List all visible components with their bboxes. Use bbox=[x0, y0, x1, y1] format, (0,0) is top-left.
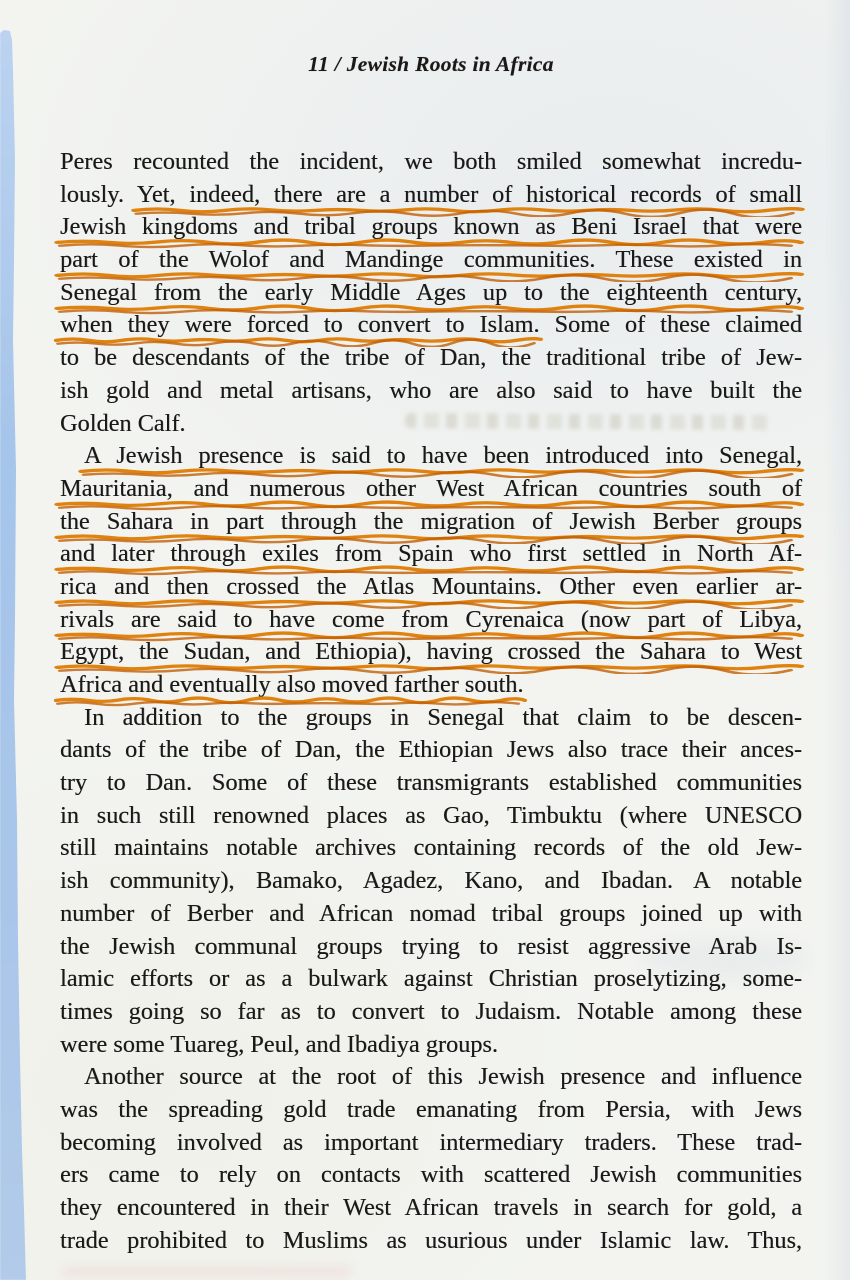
book-binding-edge bbox=[0, 0, 30, 1280]
text-line bbox=[60, 1127, 802, 1160]
plain-text: number of Berber and African nomad tribal groups joined up with bbox=[60, 899, 802, 927]
text-line bbox=[60, 1192, 802, 1225]
text-line bbox=[60, 342, 802, 375]
plain-text: Golden Calf. bbox=[60, 409, 186, 437]
text-line bbox=[60, 211, 802, 244]
text-line bbox=[60, 1094, 802, 1127]
plain-text: Peres recounted the incident, we both smiled somewhat incredu- bbox=[60, 148, 802, 175]
text-line bbox=[60, 309, 802, 342]
page-edge-shading bbox=[824, 0, 850, 1280]
plain-text: times going so far as to convert to Judaism. Notable among these bbox=[60, 997, 802, 1025]
text-line bbox=[60, 408, 802, 441]
plain-text: were some Tuareg, Peul, and Ibadiya groups. bbox=[60, 1030, 498, 1058]
text-line bbox=[60, 898, 802, 931]
plain-text: Another source at the root of this Jewish presence and influence bbox=[84, 1063, 802, 1091]
plain-text: was the spreading gold trade emanating from Persia, with Jews bbox=[60, 1095, 802, 1123]
text-line bbox=[60, 473, 802, 506]
plain-text: ers came to rely on contacts with scattered Jewish communities bbox=[60, 1161, 802, 1189]
text-line bbox=[60, 865, 802, 898]
marker-underlined-text: rivals are said to have come from Cyrenaica (now part of Libya, bbox=[60, 606, 802, 633]
text-line bbox=[60, 734, 802, 767]
text-line bbox=[60, 244, 802, 277]
plain-text: trade prohibited to Muslims as usurious under Islamic law. Thus, bbox=[60, 1226, 802, 1254]
running-header: 11 / Jewish Roots in Africa bbox=[308, 52, 554, 76]
plain-text: becoming involved as important intermediary traders. These trad- bbox=[60, 1128, 802, 1156]
marker-underlined-text: Yet, indeed, there are a number of historical records of small bbox=[137, 181, 802, 208]
marker-underlined-text: Africa and eventually also moved farther south. bbox=[60, 671, 524, 698]
plain-text: try to Dan. Some of these transmigrants established communities bbox=[60, 769, 802, 797]
text-line bbox=[60, 636, 802, 669]
text-line bbox=[60, 963, 802, 996]
marker-underlined-text: Mauritania, and numerous other West African countries south of bbox=[60, 475, 802, 502]
plain-text: lously. bbox=[60, 180, 137, 208]
text-line bbox=[60, 767, 802, 800]
text-line bbox=[60, 571, 802, 604]
text-line bbox=[60, 277, 802, 310]
plain-text: In addition to the groups in Senegal that claim to be descen- bbox=[84, 703, 802, 731]
marker-underlined-text: and later through exiles from Spain who first settled in North Af- bbox=[60, 540, 802, 567]
plain-text: Some of these claimed bbox=[539, 311, 802, 339]
text-line bbox=[60, 1061, 802, 1094]
plain-text: they encountered in their West African travels in search for gold, a bbox=[60, 1194, 802, 1221]
text-line bbox=[60, 1225, 802, 1258]
text-line bbox=[60, 538, 802, 571]
text-line bbox=[60, 146, 802, 179]
text-line bbox=[60, 506, 802, 539]
text-line bbox=[60, 996, 802, 1029]
plain-text: ish community), Bamako, Agadez, Kano, and Ibadan. A notable bbox=[60, 867, 802, 895]
marker-underlined-text: rica and then crossed the Atlas Mountains. Other even earlier ar- bbox=[60, 573, 802, 600]
text-line bbox=[60, 832, 802, 865]
bleed-through-smudge bbox=[62, 1266, 352, 1277]
marker-underlined-text: Senegal from the early Middle Ages up to the eighteenth century, bbox=[60, 279, 802, 306]
marker-underlined-text: Jewish kingdoms and tribal groups known as Beni Israel that were bbox=[60, 213, 802, 240]
text-line bbox=[60, 669, 802, 702]
text-line bbox=[60, 702, 802, 735]
page-body bbox=[60, 146, 802, 1257]
text-line bbox=[60, 179, 802, 212]
marker-underlined-text: A Jewish presence is said to have been introduced into Senegal, bbox=[84, 442, 802, 469]
plain-text: in such still renowned places as Gao, Timbuktu (where UNESCO bbox=[60, 801, 802, 829]
marker-underlined-text: part of the Wolof and Mandinge communities. These existed in bbox=[60, 246, 802, 273]
text-line bbox=[60, 1159, 802, 1192]
text-line bbox=[60, 1029, 802, 1062]
plain-text: the Jewish communal groups trying to resist aggressive Arab Is- bbox=[60, 932, 802, 960]
text-line bbox=[60, 604, 802, 637]
marker-underlined-text: when they were forced to convert to Islam. bbox=[60, 311, 540, 338]
plain-text: still maintains notable archives containing records of the old Jew- bbox=[60, 834, 802, 862]
text-line bbox=[60, 931, 802, 964]
plain-text: dants of the tribe of Dan, the Ethiopian Jews also trace their ances- bbox=[60, 736, 802, 764]
text-line bbox=[60, 375, 802, 408]
marker-underlined-text: the Sahara in part through the migration of Jewish Berber groups bbox=[60, 508, 802, 535]
marker-underlined-text: Egypt, the Sudan, and Ethiopia), having crossed the Sahara to West bbox=[60, 638, 802, 665]
text-line bbox=[60, 800, 802, 833]
text-line bbox=[60, 440, 802, 473]
plain-text: ish gold and metal artisans, who are also said to have built the bbox=[60, 376, 802, 404]
plain-text: to be descendants of the tribe of Dan, the traditional tribe of Jew- bbox=[60, 344, 802, 372]
plain-text: lamic efforts or as a bulwark against Christian proselytizing, some- bbox=[60, 965, 802, 993]
